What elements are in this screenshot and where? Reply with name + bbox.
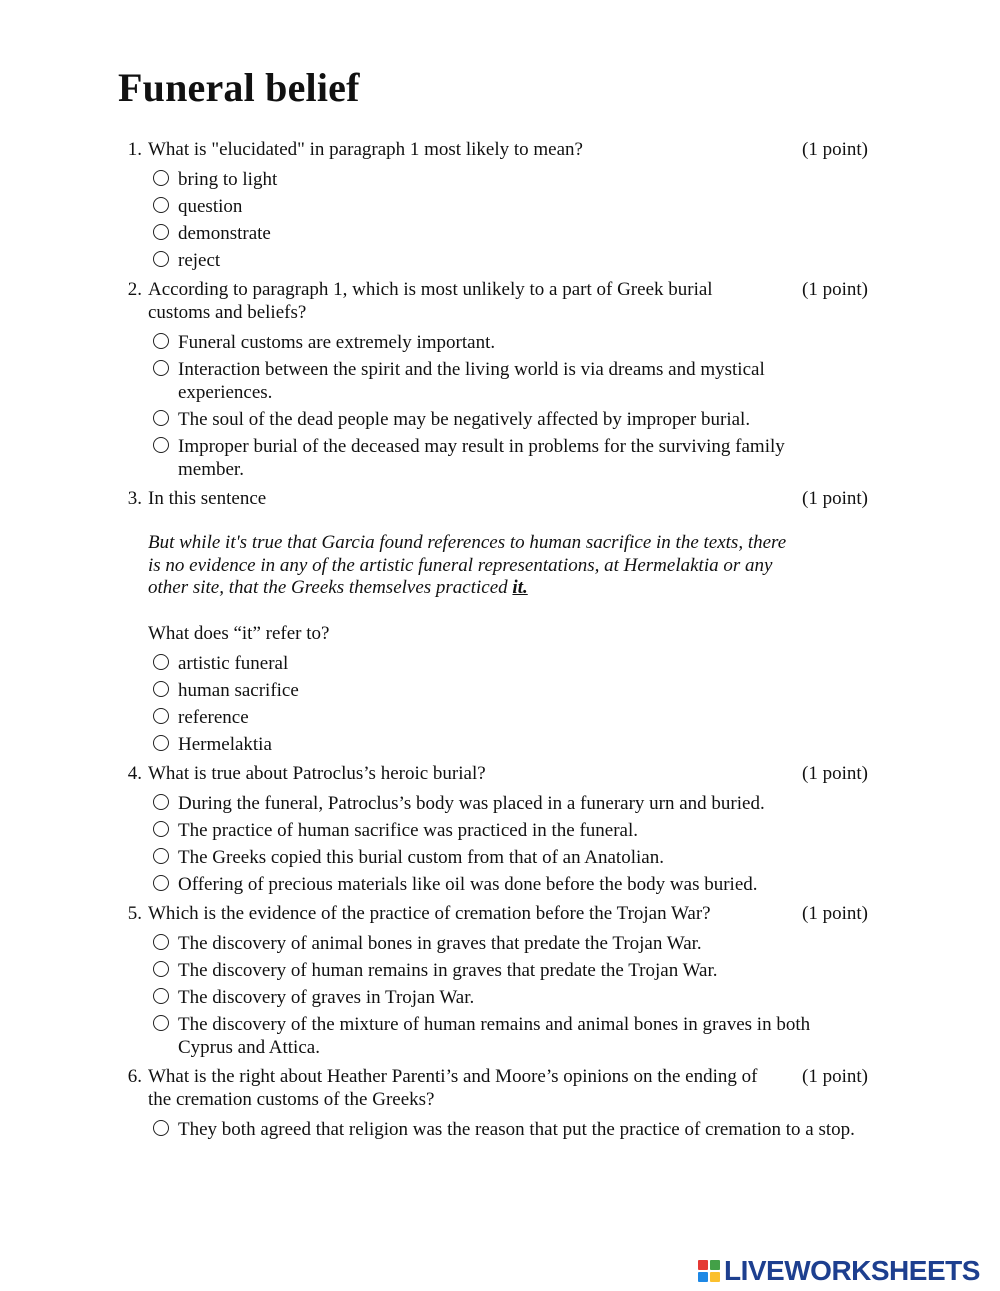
option-label: The discovery of graves in Trojan War. xyxy=(178,986,475,1008)
sub-question: What does “it” refer to? xyxy=(148,622,330,644)
radio-button-icon[interactable] xyxy=(153,170,169,186)
question-text: In this sentence xyxy=(148,488,267,509)
question-header xyxy=(118,762,878,785)
option-label: They both agreed that religion was the reason that put the practice of cremation to a stop. xyxy=(178,1118,855,1140)
radio-button-icon[interactable] xyxy=(153,681,169,697)
radio-button-icon[interactable] xyxy=(153,735,169,751)
logo-mark-icon xyxy=(698,1260,720,1282)
page-title: Funeral belief xyxy=(118,65,360,110)
answer-option[interactable] xyxy=(118,435,878,481)
question-number: 5. xyxy=(127,902,142,924)
passage-highlight: it. xyxy=(512,577,528,598)
radio-button-icon[interactable] xyxy=(153,794,169,810)
option-label: The discovery of human remains in graves that predate the Trojan War. xyxy=(178,959,718,981)
answer-option[interactable] xyxy=(118,679,878,702)
answer-option[interactable] xyxy=(118,846,878,869)
question-number: 3. xyxy=(127,488,142,509)
answer-option[interactable] xyxy=(118,932,878,955)
answer-option[interactable] xyxy=(118,792,878,815)
answer-option[interactable] xyxy=(118,222,878,245)
question-header xyxy=(118,278,878,324)
question-header xyxy=(118,902,878,925)
radio-button-icon[interactable] xyxy=(153,654,169,670)
option-label: demonstrate xyxy=(178,223,271,244)
option-label: reject xyxy=(178,250,221,271)
option-label: bring to light xyxy=(178,169,278,190)
radio-button-icon[interactable] xyxy=(153,1015,169,1031)
option-label: The practice of human sacrifice was practiced in the funeral. xyxy=(178,819,638,841)
radio-button-icon[interactable] xyxy=(153,333,169,349)
question-3 xyxy=(118,487,878,756)
question-text: According to paragraph 1, which is most unlikely to a part of Greek burial customs and beliefs? xyxy=(148,279,713,323)
answer-option[interactable] xyxy=(118,986,878,1009)
question-header xyxy=(118,138,878,161)
question-points: (1 point) xyxy=(802,488,868,509)
answer-option[interactable] xyxy=(118,873,878,896)
option-label: The discovery of the mixture of human remains and animal bones in graves in both Cyprus and Attica. xyxy=(178,1013,811,1058)
option-label: Funeral customs are extremely important. xyxy=(178,332,496,353)
question-number: 4. xyxy=(127,762,142,784)
answer-option[interactable] xyxy=(118,331,878,354)
question-text: What is "elucidated" in paragraph 1 most likely to mean? xyxy=(148,139,583,160)
answer-option[interactable] xyxy=(118,819,878,842)
question-number: 6. xyxy=(127,1065,142,1087)
radio-button-icon[interactable] xyxy=(153,1120,169,1136)
question-5 xyxy=(118,902,878,1059)
question-points: (1 point) xyxy=(802,139,868,160)
question-2 xyxy=(118,278,878,481)
passage-text: But while it's true that Garcia found references to human sacrifice in the texts, there is no evidence in any of the artistic funeral representations, at Hermelaktia or any other site, that the Greeks themselves practiced xyxy=(148,532,787,598)
question-4 xyxy=(118,762,878,896)
question-number: 2. xyxy=(127,279,142,300)
radio-button-icon[interactable] xyxy=(153,224,169,240)
answer-option[interactable] xyxy=(118,652,878,675)
quoted-passage xyxy=(118,532,878,600)
radio-button-icon[interactable] xyxy=(153,708,169,724)
radio-button-icon[interactable] xyxy=(153,360,169,376)
radio-button-icon[interactable] xyxy=(153,875,169,891)
question-6 xyxy=(118,1065,878,1141)
logo-square xyxy=(710,1260,720,1270)
answer-option[interactable] xyxy=(118,195,878,218)
logo-text: LIVEWORKSHEETS xyxy=(724,1255,980,1286)
answer-option[interactable] xyxy=(118,168,878,191)
radio-button-icon[interactable] xyxy=(153,988,169,1004)
radio-button-icon[interactable] xyxy=(153,437,169,453)
radio-button-icon[interactable] xyxy=(153,934,169,950)
option-label: artistic funeral xyxy=(178,652,289,674)
option-label: Improper burial of the deceased may result in problems for the surviving family member. xyxy=(178,436,785,480)
answer-option[interactable] xyxy=(118,408,878,431)
radio-button-icon[interactable] xyxy=(153,197,169,213)
answer-option[interactable] xyxy=(118,1118,878,1141)
question-text: Which is the evidence of the practice of cremation before the Trojan War? xyxy=(148,902,711,924)
answer-option[interactable] xyxy=(118,249,878,272)
answer-option[interactable] xyxy=(118,733,878,756)
logo-square xyxy=(698,1260,708,1270)
answer-option[interactable] xyxy=(118,1013,878,1059)
option-label: question xyxy=(178,196,243,217)
question-text: What is the right about Heather Parenti’s and Moore’s opinions on the ending of the cremation customs of the Greeks? xyxy=(148,1065,758,1110)
option-label: Interaction between the spirit and the living world is via dreams and mystical experiences. xyxy=(178,359,765,403)
question-points: (1 point) xyxy=(802,902,868,924)
option-label: Offering of precious materials like oil was done before the body was buried. xyxy=(178,873,758,895)
question-points: (1 point) xyxy=(802,762,868,784)
option-label: Hermelaktia xyxy=(178,733,272,755)
answer-option[interactable] xyxy=(118,959,878,982)
logo-square xyxy=(698,1272,708,1282)
question-1 xyxy=(118,138,878,272)
option-label: The Greeks copied this burial custom from that of an Anatolian. xyxy=(178,846,664,868)
answer-option[interactable] xyxy=(118,706,878,729)
liveworksheets-logo xyxy=(698,1257,980,1285)
question-points: (1 point) xyxy=(802,1065,868,1087)
option-label: reference xyxy=(178,706,249,728)
answer-option[interactable] xyxy=(118,358,878,404)
option-label: During the funeral, Patroclus’s body was placed in a funerary urn and buried. xyxy=(178,792,765,814)
radio-button-icon[interactable] xyxy=(153,821,169,837)
radio-button-icon[interactable] xyxy=(153,848,169,864)
question-header xyxy=(118,487,878,510)
logo-square xyxy=(710,1272,720,1282)
option-label: The soul of the dead people may be negatively affected by improper burial. xyxy=(178,409,751,430)
question-header xyxy=(118,1065,878,1111)
question-text: What is true about Patroclus’s heroic burial? xyxy=(148,762,486,784)
option-label: The discovery of animal bones in graves that predate the Trojan War. xyxy=(178,932,702,954)
question-points: (1 point) xyxy=(802,279,868,300)
radio-button-icon[interactable] xyxy=(153,961,169,977)
option-label: human sacrifice xyxy=(178,679,299,701)
question-number: 1. xyxy=(127,139,142,160)
radio-button-icon[interactable] xyxy=(153,410,169,426)
question-list xyxy=(118,138,878,1141)
radio-button-icon[interactable] xyxy=(153,251,169,267)
